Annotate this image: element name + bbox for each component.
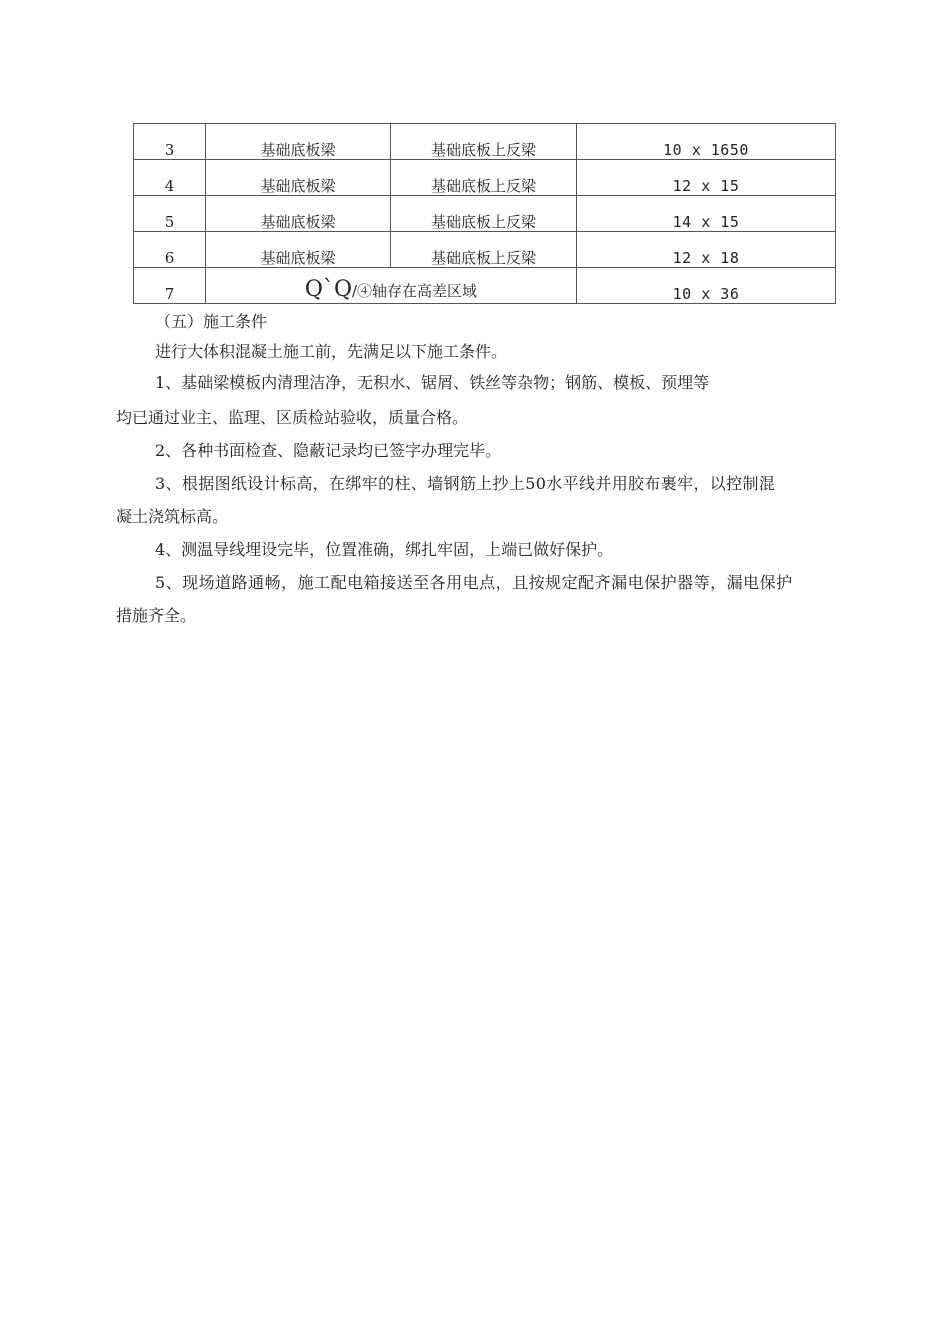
beam-size: 10 x 36 [672, 285, 740, 303]
beam-table [133, 123, 836, 304]
table-row [134, 268, 836, 304]
beam-description: 基础底板上反梁 [430, 177, 536, 195]
row-number: 7 [164, 285, 175, 303]
condition-5-line-1: 5、现场道路通畅，施工配电箱接送至各用电点，且按规定配齐漏电保护器等，漏电保护 [155, 573, 793, 592]
condition-1-line-2: 均已通过业主、监理、区质检站验收，质量合格。 [116, 408, 469, 427]
table-row [134, 124, 836, 160]
beam-description: 基础底板上反梁 [430, 141, 536, 159]
condition-3-line-1: 3、根据图纸设计标高，在绑牢的柱、墙钢筋上抄上50水平线并用胶布裹牢，以控制混 [155, 474, 776, 493]
table-row [134, 196, 836, 232]
row-number: 3 [164, 141, 175, 159]
condition-2: 2、各种书面检查、隐蔽记录均已签字办理完毕。 [155, 441, 502, 460]
section-heading: （五）施工条件 [155, 312, 268, 331]
row-number: 6 [164, 249, 175, 267]
merged-cell-text [305, 279, 477, 303]
table-row [134, 232, 836, 268]
row-number: 4 [164, 177, 175, 195]
beam-size: 12 x 15 [672, 177, 740, 195]
condition-5-line-2: 措施齐全。 [116, 606, 197, 625]
area-description: /④轴存在高差区域 [352, 282, 478, 300]
condition-1-line-1: 1、基础梁模板内清理洁净，无积水、锯屑、铁丝等杂物；钢筋、模板、预埋等 [155, 373, 710, 392]
condition-4: 4、测温导线埋设完毕，位置准确，绑扎牢固，上端已做好保护。 [155, 540, 614, 559]
axis-label: Q`Q [304, 277, 352, 302]
beam-type: 基础底板梁 [260, 249, 336, 267]
beam-type: 基础底板梁 [260, 177, 336, 195]
table-row [134, 160, 836, 196]
beam-size: 12 x 18 [672, 249, 740, 267]
beam-description: 基础底板上反梁 [430, 213, 536, 231]
beam-size: 14 x 15 [672, 213, 740, 231]
row-number: 5 [164, 213, 175, 231]
condition-3-line-2: 凝土浇筑标高。 [116, 507, 229, 526]
intro-paragraph: 进行大体积混凝土施工前，先满足以下施工条件。 [155, 342, 508, 361]
beam-description: 基础底板上反梁 [430, 249, 536, 267]
beam-type: 基础底板梁 [260, 141, 336, 159]
beam-type: 基础底板梁 [260, 213, 336, 231]
beam-size: 10 x 1650 [663, 141, 749, 159]
